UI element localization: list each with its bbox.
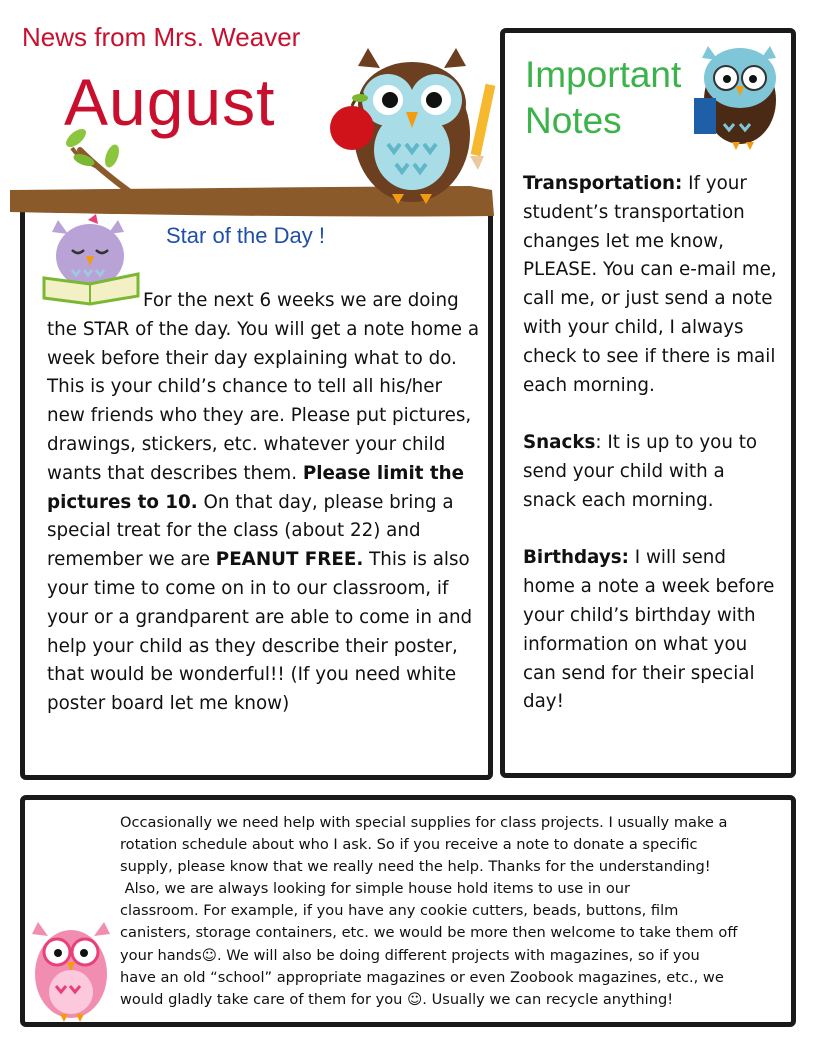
bold-text: PEANUT FREE. <box>215 549 364 571</box>
paragraph-text: On that day, please bring a special treat for the class (about 22) and remember we are <box>47 491 454 571</box>
important-title-line: Important <box>525 54 682 95</box>
text-line: your hands☺. We will also be doing different projects with magazines, so if you <box>120 946 700 964</box>
text-line: Occasionally we need help with special supplies for class projects. I usually make a <box>120 814 728 831</box>
leaf-icon <box>102 143 121 170</box>
star-of-day-text <box>47 287 483 719</box>
newsletter-byline: News from Mrs. Weaver <box>22 22 301 52</box>
note-text: : It is up to you to send your child with a snack each morning. <box>523 432 758 511</box>
paragraph-text: For the next 6 weeks we are doing the STAR of the day. You will get a note home a week before their day explaining what to do. This is your child’s chance to tell all his/her new friends who they are. Please put pictures, drawings, stickers, etc. whatever your child wants that describes them. <box>47 290 480 484</box>
important-title-line: Notes <box>525 100 622 141</box>
note-label: Birthdays: <box>523 547 629 569</box>
snacks-note <box>523 429 781 515</box>
supplies-request-text <box>120 812 770 1011</box>
important-notes-title <box>525 52 681 144</box>
text-line: would gladly take care of them for you ☺. Usually we can recycle anything! <box>120 990 674 1008</box>
text-line: rotation schedule about who I ask. So if you receive a note to donate a specific <box>120 836 698 854</box>
important-notes-text <box>523 170 781 746</box>
text-line: Also, we are always looking for simple house hold items to use in our <box>120 880 630 898</box>
note-text: If your student’s transportation changes let me know, PLEASE. You can e-mail me, call me, or just send a note with your child, I always check to see if there is mail each morning. <box>523 173 777 396</box>
star-of-day-title: Star of the Day ! <box>166 223 325 248</box>
transportation-note <box>523 170 781 400</box>
text-line: have an old “school” appropriate magazines or even Zoobook magazines, etc., we <box>120 968 724 986</box>
birthdays-note <box>523 544 781 717</box>
month-title: August <box>64 65 276 139</box>
pink-owl-with-glasses-icon <box>26 912 116 1022</box>
text-line: canisters, storage containers, etc. we would be more then welcome to take them off <box>120 924 738 942</box>
owl-with-glasses-icon <box>688 38 788 150</box>
text-line: supply, please know that we really need the help. Thanks for the understanding! <box>120 858 711 876</box>
paragraph-text: This is also your time to come on in to our classroom, if your or a grandparent are able to come in and help your child as they describe their poster, that would be wonderful!! (If you need white poster board let me know) <box>47 549 473 715</box>
owl-with-apple-icon <box>318 32 508 212</box>
text-line: classroom. For example, if you have any cookie cutters, beads, buttons, film <box>120 902 679 920</box>
note-text: I will send home a note a week before your child’s birthday with information on what you can send for their special day! <box>523 547 775 713</box>
bold-text: Please limit the pictures to 10. <box>47 462 464 513</box>
note-label: Transportation: <box>523 173 683 194</box>
note-label: Snacks <box>523 432 596 454</box>
